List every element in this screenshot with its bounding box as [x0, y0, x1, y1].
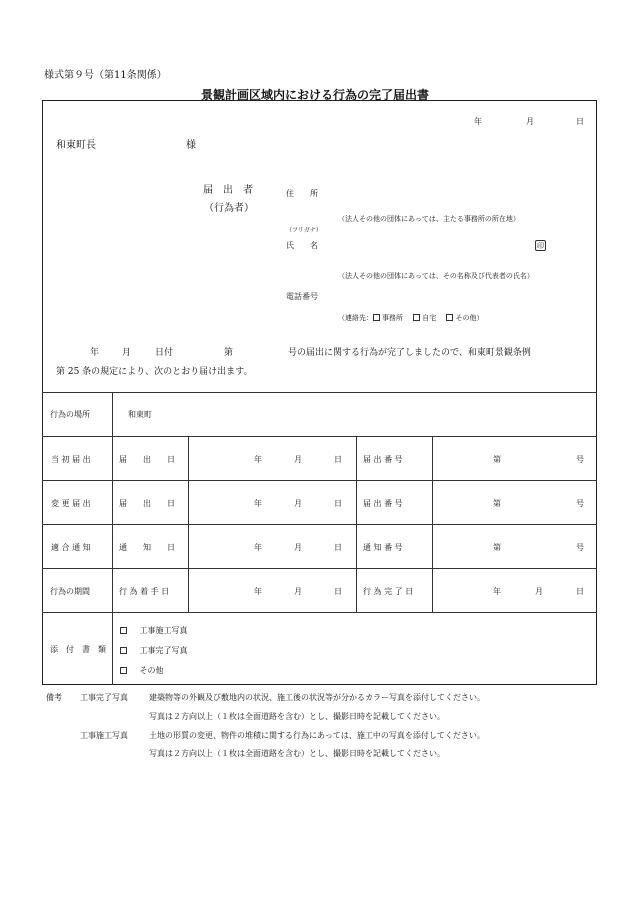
- note1-line2: 写真は２方向以上（１枚は全面道路を含む）とし、撮影日時を記載してください。: [149, 712, 445, 721]
- stmt-line2: 第 25 条の規定により、次のとおり届け出ます。: [56, 367, 253, 377]
- row-day: 日: [334, 455, 342, 464]
- row-num-label: 届 出 番 号: [363, 499, 403, 508]
- row-dai: 第: [493, 499, 501, 508]
- attachment-item: [120, 645, 188, 656]
- row-dai: 第: [493, 455, 501, 464]
- note2-line1: 土地の形質の変更、物件の堆積に関する行為にあっては、施工中の写真を添付してください。: [149, 731, 485, 740]
- row-divider: [42, 568, 597, 569]
- col-divider: [112, 392, 113, 685]
- row-label: 当 初 届 出: [51, 455, 91, 464]
- row-sub-label: 届 出 日: [119, 455, 175, 464]
- note1-line1: 建築物等の外観及び敷地内の状況、施工後の状況等が分かるカラー写真を添付してください。: [149, 693, 485, 702]
- end-day: 日: [576, 587, 584, 596]
- checkbox-construction-photo[interactable]: [120, 627, 127, 634]
- stmt-year: 年: [90, 348, 100, 358]
- checkbox-other[interactable]: [446, 314, 453, 321]
- attachment-item: [120, 625, 188, 636]
- form-number: 様式第９号（第11条関係）: [44, 70, 167, 81]
- address-label: 住 所: [286, 189, 318, 198]
- start-year: 年: [254, 587, 262, 596]
- date-day: 日: [576, 117, 584, 126]
- notes-heading: 備考: [46, 693, 62, 702]
- name-label: 氏 名: [286, 241, 318, 250]
- end-year: 年: [493, 587, 501, 596]
- note1-label: 工事完了写真: [80, 693, 128, 702]
- address-note: （法人その他の団体にあっては、主たる事務所の所在地）: [338, 215, 520, 223]
- attachment-label: 工事完了写真: [139, 646, 188, 655]
- notifier-label: 届 出 者: [203, 185, 253, 196]
- checkbox-home[interactable]: [413, 314, 420, 321]
- contact-prefix: （連絡先：: [338, 314, 373, 322]
- location-label: 行為の場所: [50, 410, 90, 419]
- end-label: 行 為 完 了 日: [363, 587, 414, 596]
- contact-other-label: その他）: [455, 314, 484, 322]
- end-month: 月: [535, 587, 543, 596]
- row-month: 月: [294, 543, 302, 552]
- row-day: 日: [334, 499, 342, 508]
- date-month: 月: [526, 117, 534, 126]
- row-dai: 第: [493, 543, 501, 552]
- row-day: 日: [334, 543, 342, 552]
- checkbox-other[interactable]: [120, 667, 127, 674]
- contact-office-label: 事務所: [382, 314, 403, 322]
- checkbox-office[interactable]: [373, 314, 380, 321]
- contact-home-label: 自宅: [422, 314, 437, 322]
- attachment-item: [120, 665, 164, 676]
- stmt-dai: 第: [224, 348, 234, 358]
- date-year: 年: [474, 117, 482, 126]
- row-go: 号: [576, 499, 584, 508]
- row-label: 変 更 届 出: [51, 499, 91, 508]
- row-sub-label: 届 出 日: [119, 499, 175, 508]
- row-month: 月: [294, 499, 302, 508]
- stmt-rest: 号の届出に関する行為が完了しましたので、和東町景観条例: [288, 348, 531, 358]
- start-label: 行 為 着 手 日: [119, 587, 170, 596]
- notifier-sub: （行為者）: [204, 203, 254, 214]
- stmt-month: 月: [122, 348, 132, 358]
- attachment-label: その他: [139, 666, 164, 675]
- stmt-day: 日付: [155, 348, 174, 358]
- addressee: 和東町長: [56, 140, 96, 151]
- row-divider: [42, 524, 597, 525]
- row-year: 年: [254, 543, 262, 552]
- row-divider: [42, 436, 597, 437]
- row-label: 適 合 通 知: [51, 543, 91, 552]
- seal-mark: 印: [537, 242, 544, 250]
- col-divider: [356, 436, 357, 612]
- table-top-line: [42, 392, 597, 393]
- honorific: 様: [186, 140, 196, 151]
- checkbox-completion-photo[interactable]: [120, 647, 127, 654]
- col-divider: [432, 436, 433, 612]
- phone-label: 電話番号: [286, 292, 318, 301]
- attachment-label: 工事施工写真: [139, 626, 188, 635]
- attachments-label: 添 付 書 類: [50, 645, 106, 654]
- row-year: 年: [254, 455, 262, 464]
- location-value: 和東町: [128, 410, 152, 419]
- row-month: 月: [294, 455, 302, 464]
- row-num-label: 通 知 番 号: [363, 543, 403, 552]
- name-note: （法人その他の団体にあっては、その名称及び代表者の氏名）: [338, 272, 534, 280]
- row-divider: [42, 480, 597, 481]
- row-num-label: 届 出 番 号: [363, 455, 403, 464]
- furigana-label: （フリガナ）: [286, 227, 322, 234]
- period-label: 行為の期間: [50, 587, 90, 596]
- page-title: 景観計画区域内における行為の完了届出書: [200, 88, 429, 102]
- row-go: 号: [576, 543, 584, 552]
- note2-label: 工事施工写真: [80, 731, 128, 740]
- row-go: 号: [576, 455, 584, 464]
- start-month: 月: [294, 587, 302, 596]
- col-divider: [188, 436, 189, 612]
- row-divider: [42, 612, 597, 613]
- contact-options: [338, 313, 483, 323]
- note2-line2: 写真は２方向以上（１枚は全面道路を含む）とし、撮影日時を記載してください。: [149, 749, 445, 758]
- start-day: 日: [334, 587, 342, 596]
- row-sub-label: 通 知 日: [119, 543, 175, 552]
- row-year: 年: [254, 499, 262, 508]
